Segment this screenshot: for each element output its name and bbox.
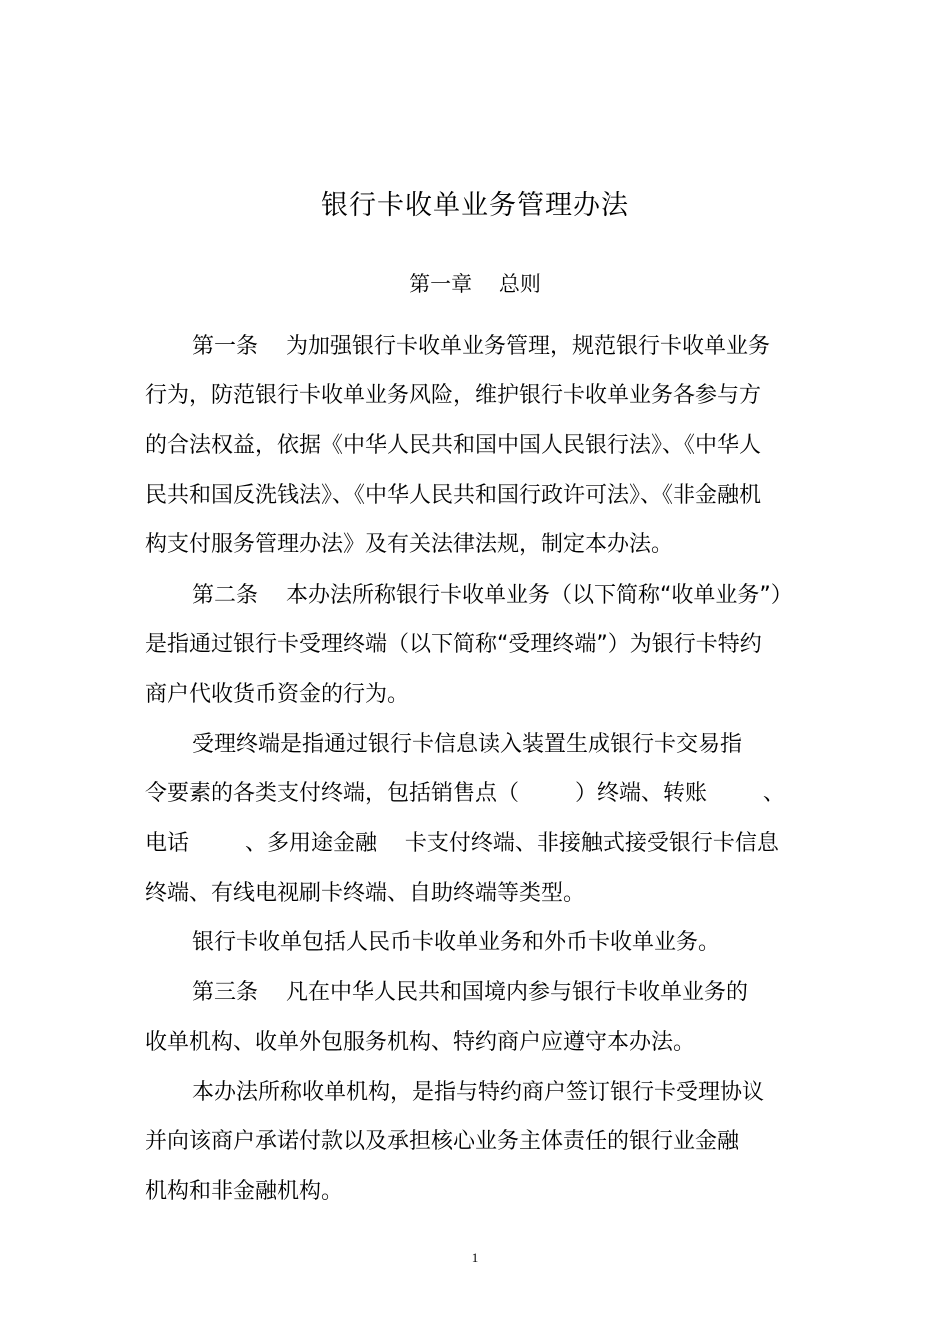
- paragraph-line: 令要素的各类支付终端，包括销售点（ ）终端、转账 、: [145, 781, 785, 806]
- paragraph-line: 收单机构、收单外包服务机构、特约商户应遵守本办法。: [145, 1030, 696, 1055]
- paragraph-line: 银行卡收单包括人民币卡收单业务和外币卡收单业务。: [192, 930, 721, 955]
- document-title: 银行卡收单业务管理办法: [321, 190, 629, 221]
- paragraph-line: 并向该商户承诺付款以及承担核心业务主体责任的银行业金融: [145, 1129, 740, 1154]
- paragraph-line: 第三条 凡在中华人民共和国境内参与银行卡收单业务的: [192, 980, 748, 1005]
- paragraph-line: 是指通过银行卡受理终端（以下简称“受理终端”）为银行卡特约: [145, 632, 762, 657]
- paragraph-line: 民共和国反洗钱法》、《中华人民共和国行政许可法》、《非金融机: [145, 483, 762, 508]
- paragraph-line: 商户代收货币资金的行为。: [145, 682, 410, 707]
- paragraph-line: 第一条 为加强银行卡收单业务管理，规范银行卡收单业务: [192, 334, 770, 359]
- paragraph-line: 第二条 本办法所称银行卡收单业务（以下简称“收单业务”）: [192, 583, 793, 608]
- paragraph-line: 行为，防范银行卡收单业务风险，维护银行卡收单业务各参与方: [145, 383, 762, 408]
- paragraph-line: 终端、有线电视刷卡终端、自助终端等类型。: [145, 881, 586, 906]
- paragraph-line: 电话 、多用途金融 卡支付终端、非接触式接受银行卡信息: [145, 831, 779, 856]
- paragraph-line: 机构和非金融机构。: [145, 1179, 344, 1204]
- paragraph-line: 的合法权益，依据《中华人民共和国中国人民银行法》、《中华人: [145, 433, 762, 458]
- paragraph-line: 受理终端是指通过银行卡信息读入装置生成银行卡交易指: [192, 732, 743, 757]
- chapter-heading: 第一章 总则: [409, 272, 541, 296]
- paragraph-line: 构支付服务管理办法》及有关法律法规，制定本办法。: [145, 532, 674, 557]
- page-number: 1: [471, 1250, 479, 1265]
- paragraph-line: 本办法所称收单机构，是指与特约商户签订银行卡受理协议: [192, 1080, 765, 1105]
